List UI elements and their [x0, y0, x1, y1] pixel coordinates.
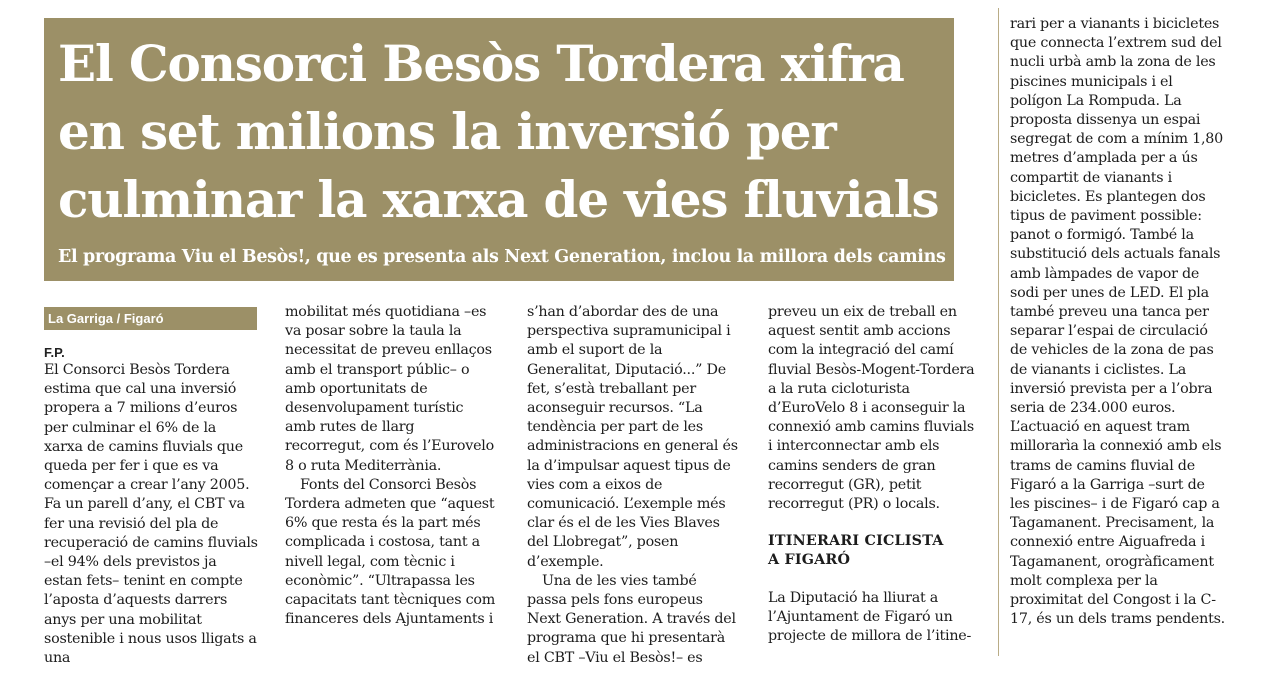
- location-label: La Garriga / Figaró: [48, 311, 164, 326]
- paragraph: rari per a vianants i bicicletes que connecta l’extrem sud del nucli urbà amb la zona de les piscines municipals i el polígon La Rompuda. La proposta dissenya un espai segregat de com a mínim 1,80 metres d’amplada per a ús compartit de vianants i bicicletes. Es plantegen dos tipus de paviment possible: panot o formigó. També la substitució dels actuals fanals amb làmpades de vapor de sodi per unes de LED. El pla també preveu una tanca per separar l’espai de circulació de vehicles de la zona de pas de vianants i ciclistes. La inversió prevista per a l’obra seria de 234.000 euros. L’actuació en aquest tram millorarìa la connexió amb els trams de camins fluvial de Figaró a la Garriga –surt de les piscines– i de Figaró cap a Tagamanent. Precisament, la connexió entre Aiguafreda i Tagamanent, orogràficament molt complexa per la proximitat del Congost i la C-17, és un dels trams pendents.: [1010, 16, 1225, 628]
- body-column-5: [1010, 15, 1226, 630]
- headline: El Consorci Besòs Tordera xifra en set milions la inversió per culminar la xarxa de vies fluvials: [58, 34, 939, 229]
- body-column-1: [44, 361, 258, 668]
- paragraph: Fonts del Consorci Besòs Tordera admeten que “aquest 6% que resta és la part més complicada i costosa, tant a nivell legal, com tècnic i econòmic”. “Ultrapassa les capacitats tant tècniques com financeres dels Ajuntaments i: [285, 476, 496, 628]
- body-column-4b: [768, 589, 982, 647]
- body-column-4: [768, 303, 982, 514]
- byline: F.P.: [44, 345, 65, 360]
- body-column-3: [527, 303, 739, 668]
- paragraph: preveu un eix de treball en aquest sentit amb accions com la integració del camí fluvial Besòs-Mogent-Tordera a la ruta cicloturista d’EuroVelo 8 i aconseguir la connexió amb camins fluvials i interconnectar amb els camins senders de gran recorregut (GR), petit recorregut (PR) o locals.: [768, 304, 975, 513]
- paragraph: La Diputació ha lliurat a l’Ajuntament de Figaró un projecte de millora de l’itine-: [768, 590, 972, 645]
- section-subtitle: ITINERARI CICLISTA A FIGARÓ: [768, 533, 944, 569]
- paragraph: El Consorci Besòs Tordera estima que cal una inversió propera a 7 milions d’euros per culminar el 6% de la xarxa de camins fluvials que queda per fer i que es va començar a crear l’any 2005. Fa un parell d’any, el CBT va fer una revisió del pla de recuperació de camins fluvials –el 94% dels previstos ja estan fets– tenint en compte l’aposta d’aquests darrers anys per una mobilitat sostenible i nous usos lligats a una: [44, 362, 258, 667]
- body-column-2: [285, 303, 497, 629]
- paragraph: s’han d’abordar des de una perspectiva supramunicipal i amb el suport de la Generalitat, Diputació...” De fet, s’està treballant per aconseguir recursos. “La tendència per part de les administracions en general és la d’impulsar aquest tipus de vies com a eixos de comunicació. L’exemple més clar és el de les Vies Blaves del Llobregat”, posen d’exemple.: [527, 304, 738, 570]
- paragraph: Una de les vies també passa pels fons europeus Next Generation. A través del programa que hi presentarà el CBT –Viu el Besòs!– es: [527, 572, 736, 666]
- column-rule: [998, 8, 999, 656]
- paragraph: mobilitat més quotidiana –es va posar sobre la taula la necessitat de preveu enllaços amb el transport públic– o amb oportunitats de desenvolupament turístic amb rutes de llarg recorregut, com és l’Eurovelo 8 o ruta Mediterrània.: [285, 304, 494, 474]
- subheadline: El programa Viu el Besòs!, que es presenta als Next Generation, inclou la millora dels camins: [58, 247, 946, 267]
